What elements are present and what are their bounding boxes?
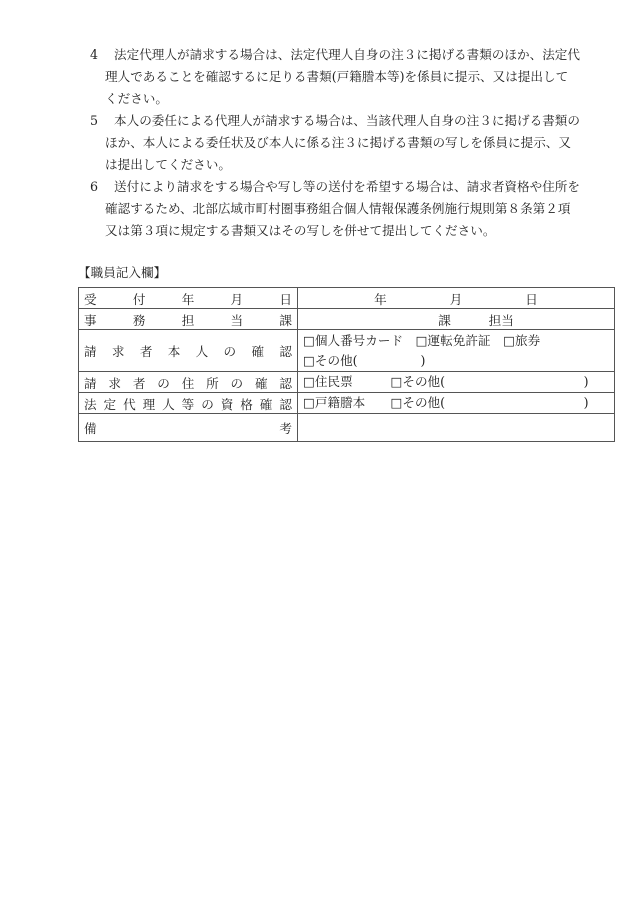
note-6	[90, 176, 580, 242]
address-options[interactable]: □住民票 □その他( )	[303, 374, 589, 389]
label-char: 当	[230, 312, 244, 328]
label-char: 付	[132, 291, 146, 307]
agent-options[interactable]: □戸籍謄本 □その他( )	[303, 395, 589, 410]
label-chars	[84, 394, 292, 413]
label-char: の	[157, 375, 170, 391]
notes-list	[90, 44, 580, 242]
note-text: 送付により請求をする場合や写し等の送付を希望する場合は、請求者資格や住所を確認するため、北部広域市町村圏事務組合個人情報保護条例施行規則第８条第２項又は第３項に規定する書類又はその写しを併せて提出してください。	[105, 179, 580, 238]
label-char: 備	[84, 421, 97, 436]
department-field[interactable]	[298, 309, 615, 330]
note-number: 6	[90, 179, 99, 194]
label-char: 住	[181, 375, 195, 391]
table-row-remarks	[79, 414, 615, 442]
label-char: の	[230, 375, 244, 391]
label-char: 請	[84, 375, 97, 391]
staff-section-heading: 【職員記入欄】	[78, 265, 167, 280]
label-char: 事	[84, 312, 97, 328]
label-char: 者	[139, 344, 153, 359]
note-number: 4	[90, 47, 99, 62]
note-4	[90, 44, 580, 110]
identity-options-line-1[interactable]: □個人番号カード □運転免許証 □旅券	[303, 332, 541, 348]
note-number: 5	[90, 113, 99, 128]
agent-qualification-field[interactable]	[298, 393, 615, 414]
label-char: 認	[279, 375, 292, 391]
row-label	[79, 393, 298, 414]
note-text: 本人の委任による代理人が請求する場合は、当該代理人自身の注３に掲げる書類のほか、本人による委任状及び本人に係る注３に掲げる書類の写しを係員に提示、又は提出してください。	[105, 113, 580, 172]
label-char: 確	[259, 396, 273, 412]
reception-date-value: 年 月 日	[374, 291, 538, 307]
label-char: の	[223, 344, 237, 359]
label-char: 資	[220, 396, 234, 412]
row-label	[79, 309, 298, 330]
remarks-field[interactable]	[298, 414, 615, 442]
staff-entry-table	[78, 287, 615, 442]
label-char: 人	[195, 344, 209, 359]
label-char: 確	[254, 375, 268, 391]
row-label	[79, 330, 298, 372]
label-chars	[84, 341, 292, 360]
label-chars	[84, 289, 292, 308]
table-row-department	[79, 309, 615, 330]
reception-date-field[interactable]	[298, 288, 615, 309]
label-char: 等	[181, 396, 195, 412]
label-char: 請	[84, 344, 97, 359]
label-char: 法	[84, 396, 97, 412]
label-char: 受	[84, 291, 97, 307]
row-label	[79, 414, 298, 442]
table-row-agent-qualification	[79, 393, 615, 414]
label-char: 者	[132, 375, 146, 391]
table-row-address-check	[79, 372, 615, 393]
note-5	[90, 110, 580, 176]
row-label	[79, 372, 298, 393]
label-chars	[84, 373, 292, 392]
identity-check-field[interactable]	[298, 330, 615, 372]
label-chars	[84, 310, 292, 329]
label-char: 所	[206, 375, 219, 391]
note-text: 法定代理人が請求する場合は、法定代理人自身の注３に掲げる書類のほか、法定代理人であることを確認するに足りる書類(戸籍謄本等)を係員に提示、又は提出してください。	[105, 47, 580, 106]
label-char: 求	[108, 375, 122, 391]
label-char: 認	[279, 344, 292, 359]
table-row-reception-date	[79, 288, 615, 309]
table-row-identity-check	[79, 330, 615, 372]
label-char: 務	[132, 312, 146, 328]
label-chars	[84, 418, 292, 437]
label-char: 認	[279, 396, 292, 412]
address-check-field[interactable]	[298, 372, 615, 393]
label-char: 考	[279, 421, 292, 436]
label-char: 格	[240, 396, 253, 412]
row-label	[79, 288, 298, 309]
label-char: 月	[230, 291, 244, 307]
label-char: 担	[181, 312, 195, 328]
label-char: 確	[251, 344, 265, 359]
label-char: 人	[162, 396, 175, 412]
identity-options-line-2[interactable]: □その他( )	[303, 352, 426, 368]
label-char: の	[201, 396, 214, 412]
label-char: 理	[142, 396, 156, 412]
department-value: 課 担当	[438, 312, 514, 328]
label-char: 課	[279, 312, 292, 328]
label-char: 年	[181, 291, 195, 307]
label-char: 求	[111, 344, 125, 359]
label-char: 定	[103, 396, 117, 412]
label-char: 日	[279, 291, 292, 307]
label-char: 代	[123, 396, 136, 412]
label-char: 本	[167, 344, 181, 359]
